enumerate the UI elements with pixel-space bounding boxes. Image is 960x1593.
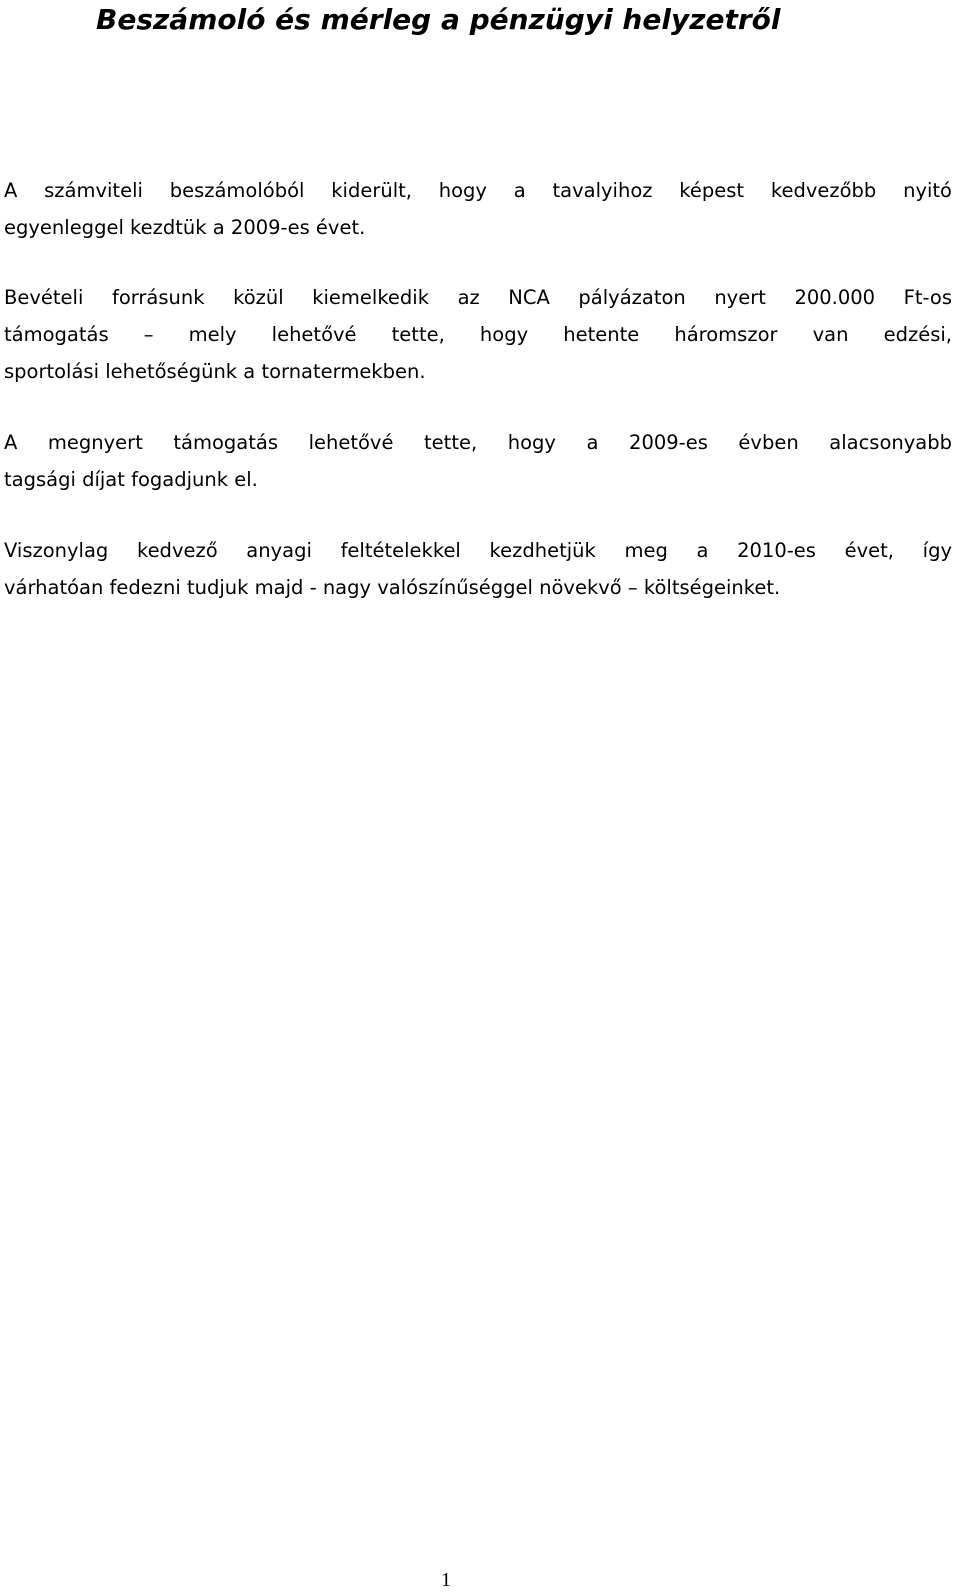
page-number: 1 — [441, 1569, 451, 1591]
paragraph-line: sportolási lehetőségünk a tornatermekben. — [4, 360, 426, 383]
document-title: Beszámoló és mérleg a pénzügyi helyzetről — [96, 3, 781, 36]
paragraph-line: Viszonylag kedvező anyagi feltételekkel kezdhetjük meg a 2010-es évet, így — [4, 539, 952, 562]
paragraph-line: A megnyert támogatás lehetővé tette, hogy a 2009-es évben alacsonyabb — [4, 431, 952, 454]
paragraph-line: tagsági díjat fogadjunk el. — [4, 468, 258, 491]
paragraph-line: egyenleggel kezdtük a 2009-es évet. — [4, 216, 366, 239]
paragraph-opening-balance — [4, 172, 952, 246]
paragraph-line: támogatás – mely lehetővé tette, hogy hetente háromszor van edzési, — [4, 323, 952, 346]
paragraph-outlook-2010 — [4, 532, 952, 606]
paragraph-line: Bevételi forrásunk közül kiemelkedik az NCA pályázaton nyert 200.000 Ft-os — [4, 286, 952, 309]
paragraph-revenue-sources — [4, 279, 952, 390]
paragraph-membership-fee — [4, 424, 952, 498]
paragraph-line: várhatóan fedezni tudjuk majd - nagy valószínűséggel növekvő – költségeinket. — [4, 576, 781, 599]
paragraph-line: A számviteli beszámolóból kiderült, hogy a tavalyihoz képest kedvezőbb nyitó — [4, 179, 952, 202]
